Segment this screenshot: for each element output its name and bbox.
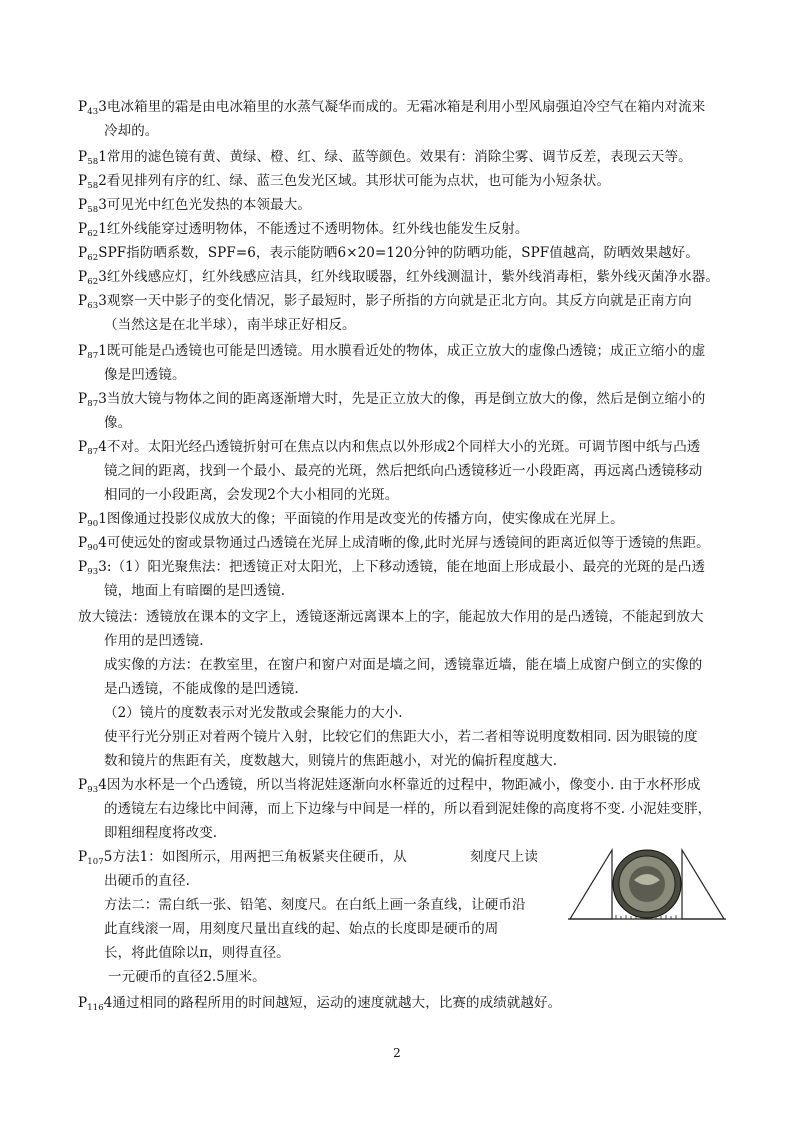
item-p62-3 (78, 268, 719, 286)
page-ref: $P_{43}3$ (78, 99, 107, 117)
coin-diameter: 一元硬币的直径2.5厘米。 (108, 969, 266, 985)
item-p93-3-line1 (78, 558, 705, 576)
page-number: 2 (393, 1046, 401, 1060)
page-ref: $P_{87}1$ (78, 343, 107, 361)
para-magnifier-line2: 作用的是凹透镜. (104, 633, 204, 649)
page-ref: $P_{93}4$ (78, 777, 107, 795)
right-triangle-ruler (682, 850, 724, 919)
item-p87-3-line1 (78, 390, 705, 408)
item-p62-spf (78, 244, 699, 262)
item-text: 观察一天中影子的变化情况，影子最短时，影子所指的方向就是正北方向。其反方向就是正南方向 (106, 293, 692, 309)
para-parallel-line2: 数和镜片的焦距有关，度数越大，则镜片的焦距越小，对光的偏折程度越大. (104, 753, 558, 769)
item-text: 不对。太阳光经凸透镜折射可在焦点以内和焦点以外形成2个同样大小的光斑。可调节图中纸与凸透 (106, 439, 701, 455)
para-real-image-line1: 成实像的方法：在教室里，在窗户和窗户对面是墙之间，透镜靠近墙，能在墙上成窗户倒立的实像的 (104, 657, 703, 673)
item-text: 可使远处的窗或景物通过凸透镜在光屏上成清晰的像,此时光屏与透镜间的距离近似等于透镜的焦距。 (106, 535, 710, 551)
page-ref: $P_{62}$ (78, 245, 99, 263)
item-p43-3-line2: 冷却的。 (104, 123, 159, 139)
coin-measurement-figure (566, 846, 728, 926)
page-ref: $P_{62}1$ (78, 221, 107, 239)
method2-line1: 方法二：需白纸一张、铅笔、刻度尺。在白纸上画一条直线，让硬币沿 (104, 897, 526, 913)
item-text: 红外线能穿过透明物体，不能透过不透明物体。红外线也能发生反射。 (106, 221, 529, 237)
page-ref: $P_{62}3$ (78, 269, 107, 287)
item-p58-3 (78, 196, 311, 214)
page-ref: $P_{116}4$ (78, 995, 113, 1013)
page-ref: $P_{90}1$ (78, 511, 107, 529)
page-ref: $P_{87}4$ (78, 439, 107, 457)
para-degree: （2）镜片的度数表示对光发散或会聚能力的大小. (104, 705, 403, 721)
item-p43-3-line1 (78, 98, 705, 116)
method2-line3: 长，将此值除以π，则得直径。 (104, 945, 290, 961)
item-p93-4-line3: 即粗细程度将改变. (104, 825, 218, 841)
item-text: 既可能是凸透镜也可能是凹透镜。用水膜看近处的物体，成正立放大的虚像凸透镜；成正立缩小的虚 (106, 343, 706, 359)
page-ref: $P_{107}5$ (78, 849, 113, 867)
item-p107-5-line1-tail: 刻度尺上读 (470, 849, 538, 865)
item-text: SPF指防晒系数，SPF=6，表示能防晒6×20=120分钟的防晒功能，SPF值越高，防晒效果越好。 (98, 245, 699, 261)
item-p87-1-line1 (78, 342, 705, 360)
item-p63-3-line1 (78, 292, 692, 310)
item-text: 图像通过投影仪成放大的像；平面镜的作用是改变光的传播方向，使实像成在光屏上。 (106, 511, 624, 527)
item-text: 当放大镜与物体之间的距离逐渐增大时，先是正立放大的像，再是倒立放大的像，然后是倒立缩小的 (106, 391, 706, 407)
item-text: 电冰箱里的霜是由电冰箱里的水蒸气凝华而成的。无霜冰箱是利用小型风扇强迫冷空气在箱内对流来 (106, 99, 706, 115)
item-text: 方法1：如图所示，用两把三角板紧夹住硬币，从 (112, 849, 407, 865)
item-p93-3-line2: 镜，地面上有暗圈的是凹透镜. (104, 583, 286, 599)
item-p87-1-line2: 像是凹透镜。 (104, 367, 186, 383)
item-text: （1）阳光聚焦法：把透镜正对太阳光，上下移动透镜，能在地面上形成最小、最亮的光斑的是凸透 (111, 559, 706, 575)
item-p87-4-line3: 相同的一小段距离，会发现2个大小相同的光斑。 (104, 487, 399, 503)
item-p58-1 (78, 148, 692, 166)
item-text: 常用的滤色镜有黄、黄绿、橙、红、绿、蓝等颜色。效果有：消除尘雾、调节反差，表现云天等。 (106, 149, 692, 165)
item-p107-5-line2: 出硬币的直径. (104, 873, 190, 889)
left-triangle-ruler (570, 850, 612, 919)
item-text: 红外线感应灯，红外线感应洁具，红外线取暖器，红外线测温计，紫外线消毒柜，紫外线灭菌净水器。 (106, 269, 719, 285)
page-ref: $P_{58}3$ (78, 197, 107, 215)
para-real-image-line2: 是凸透镜，不能成像的是凹透镜. (104, 681, 299, 697)
item-text: 因为水杯是一个凸透镜，所以当将泥娃逐渐向水杯靠近的过程中，物距减小，像变小. 由于水杯形成 (106, 777, 701, 793)
item-p93-4-line1 (78, 776, 701, 794)
item-p107-5-line1 (78, 848, 407, 866)
item-p90-4 (78, 534, 710, 552)
page-ref: $P_{90}4$ (78, 535, 107, 553)
page-ref: $P_{87}3$ (78, 391, 107, 409)
item-text: 可见光中红色光发热的本领最大。 (106, 197, 311, 213)
page-ref: $P_{93}3$: (78, 559, 112, 577)
para-magnifier-line1: 放大镜法：透镜放在课本的文字上，透镜逐渐远离课本上的字，能起放大作用的是凸透镜，不能起到放大 (78, 609, 704, 625)
item-p90-1 (78, 510, 624, 528)
page-ref: $P_{58}1$ (78, 149, 107, 167)
item-text: 看见排列有序的红、绿、蓝三色发光区域。其形状可能为点状，也可能为小短条状。 (106, 173, 611, 189)
item-p93-4-line2: 的透镜左右边缘比中间薄，而上下边缘与中间是一样的，所以看到泥娃像的高度将不变. 小泥娃变胖， (104, 801, 712, 817)
method2-line2: 此直线滚一周，用刻度尺量出直线的起、始点的长度即是硬币的周 (104, 921, 499, 937)
item-p87-3-line2: 像。 (104, 415, 132, 431)
page-ref: $P_{63}3$ (78, 293, 107, 311)
item-p87-4-line2: 镜之间的距离，找到一个最小、最亮的光斑，然后把纸向凸透镜移近一小段距离，再远离凸透镜移动 (104, 463, 703, 479)
item-p87-4-line1 (78, 438, 700, 456)
item-p116-4 (78, 994, 561, 1012)
item-p62-1 (78, 220, 529, 238)
item-p58-2 (78, 172, 610, 190)
para-parallel-line1: 使平行光分别正对着两个镜片入射，比较它们的焦距大小，若二者相等说明度数相同. 因为眼镜的度 (104, 729, 698, 745)
item-text: 通过相同的路程所用的时间越短，运动的速度就越大，比赛的成绩就越好。 (112, 995, 562, 1011)
page-ref: $P_{58}2$ (78, 173, 107, 191)
item-p63-3-line2: （当然这是在北半球），南半球正好相反。 (104, 317, 356, 333)
